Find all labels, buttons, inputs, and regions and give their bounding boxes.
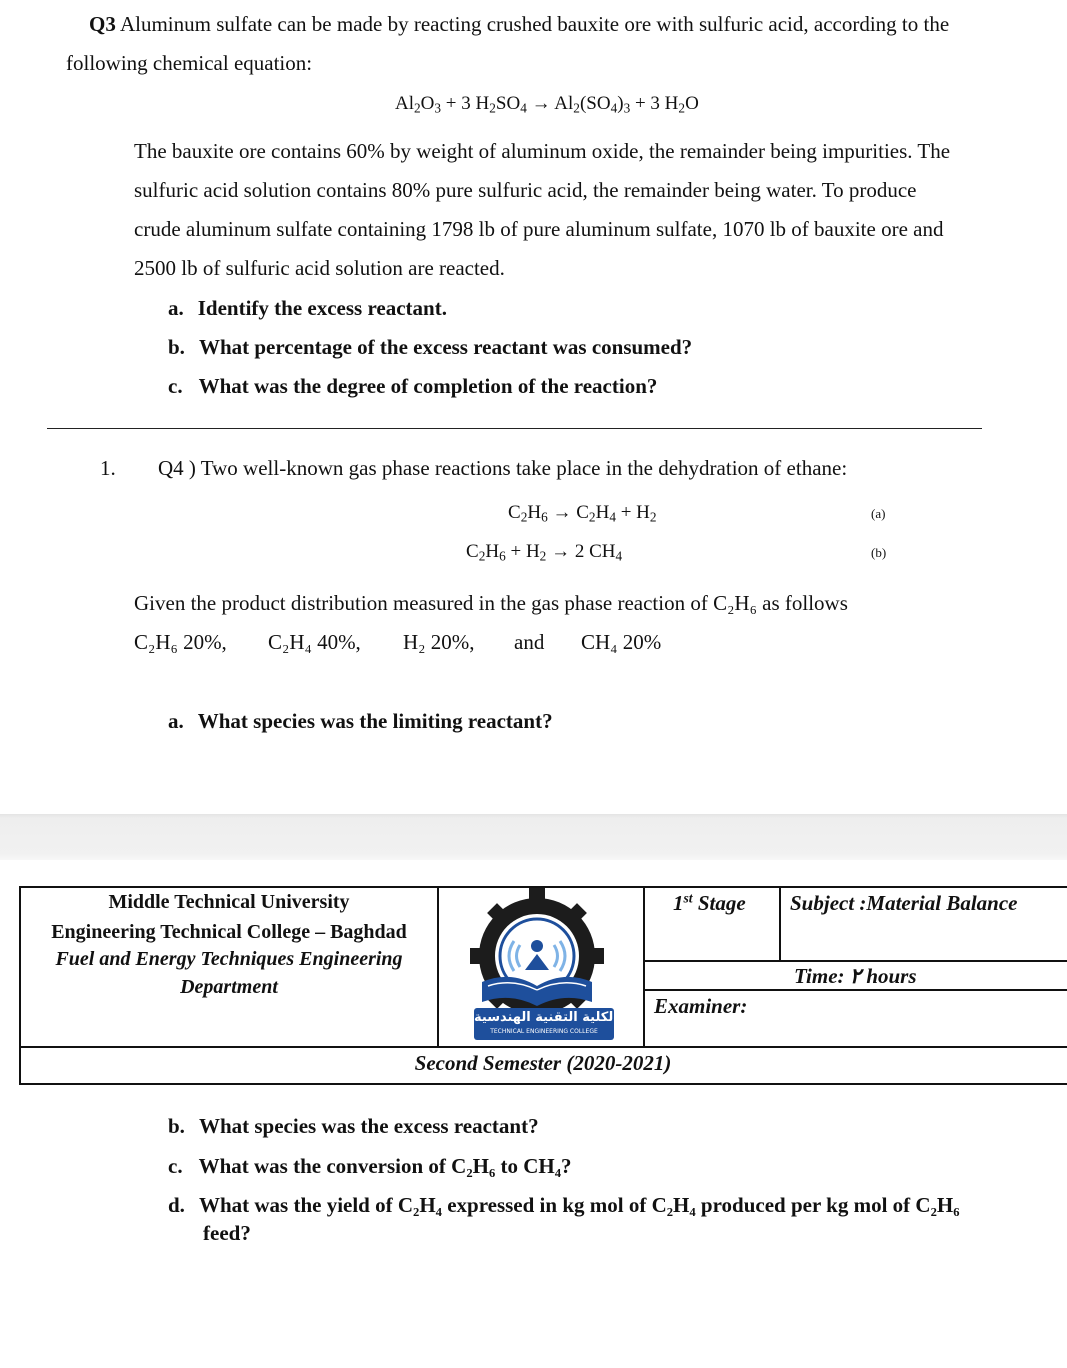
q3-question-b xyxy=(168,335,692,360)
eq-so: SO xyxy=(495,93,521,114)
eq-sub: 2 xyxy=(649,509,657,525)
q3-intro-text: Aluminum sulfate can be made by reacting crushed bauxite ore with sulfuric acid, according to the xyxy=(119,12,950,36)
q3-intro-line1 xyxy=(89,12,949,37)
question-letter: b. xyxy=(168,1114,185,1138)
question-letter: a. xyxy=(168,296,184,320)
college-name: Engineering Technical College – Baghdad xyxy=(51,921,407,943)
college-logo xyxy=(452,886,632,1046)
eq-sub: 3 xyxy=(623,100,631,116)
eq-plus: + 3 H xyxy=(441,93,490,114)
eq-sub: 2 xyxy=(414,100,421,116)
q4-question-d xyxy=(168,1193,960,1218)
q4-question-b xyxy=(168,1114,539,1139)
question-letter: c. xyxy=(168,1154,183,1178)
q4-question-a xyxy=(168,709,553,734)
stage-suffix: st xyxy=(683,890,693,906)
distribution-item: CH₄ 20% xyxy=(581,630,662,654)
q3-body-line: sulfuric acid solution contains 80% pure sulfuric acid, the remainder being water. To produce xyxy=(134,178,917,202)
table-border xyxy=(643,886,645,1048)
university-name: Middle Technical University xyxy=(108,891,350,913)
q4-given-line: Given the product distribution measured in the gas phase reaction of C₂H₆ as follows xyxy=(134,591,848,615)
table-border xyxy=(779,886,781,962)
eq-sub: 2 xyxy=(489,100,496,116)
q3-intro-line2: following chemical equation: xyxy=(66,51,313,75)
eq-o: O xyxy=(685,93,699,114)
eq-sub: 4 xyxy=(610,100,618,116)
eq-sub: 4 xyxy=(520,100,527,116)
eq-c: C xyxy=(508,502,521,523)
department-line2: Department xyxy=(180,976,278,998)
question-letter: d. xyxy=(168,1193,185,1217)
eq-so: (SO xyxy=(579,93,611,114)
logo-english-text: TECHNICAL ENGINEERING COLLEGE xyxy=(490,1028,598,1035)
q4-list-number: 1. xyxy=(100,456,116,480)
eq-sub: 6 xyxy=(499,548,506,564)
distribution-item: H₂ 20%, xyxy=(403,630,475,654)
question-letter: a. xyxy=(168,709,184,733)
q4-question-d-continued: feed? xyxy=(203,1221,251,1245)
q3-body-line: The bauxite ore contains 60% by weight of aluminum oxide, the remainder being impurities. The xyxy=(134,139,951,163)
eq-sub: 2 xyxy=(478,548,486,564)
distribution-item: C₂H₄ 40%, xyxy=(268,630,361,654)
eq-plus: + H xyxy=(615,502,650,523)
subject-label: Subject :Material Balance xyxy=(790,891,1018,915)
eq-sub: 2 xyxy=(520,509,528,525)
eq-plus: + H xyxy=(505,541,540,562)
reaction-a-label: (a) xyxy=(871,506,886,521)
eq-sub: 6 xyxy=(541,509,548,525)
department-line1: Fuel and Energy Techniques Engineering xyxy=(55,948,403,970)
eq-al: Al xyxy=(395,93,414,114)
eq-h: H xyxy=(595,502,610,523)
eq-arrow: → C xyxy=(547,502,589,523)
table-border xyxy=(19,1046,1067,1048)
eq-sub: 2 xyxy=(573,100,580,116)
question-text: What species was the limiting reactant? xyxy=(197,709,553,733)
eq-arrow: → 2 CH xyxy=(546,541,616,562)
time-label: Time: ٢ hours xyxy=(794,964,917,988)
section-divider xyxy=(47,428,982,429)
question-text: Identify the excess reactant. xyxy=(197,296,447,320)
q3-question-c xyxy=(168,374,657,399)
question-text: What percentage of the excess reactant was consumed? xyxy=(198,335,693,359)
eq-sub: 2 xyxy=(588,509,596,525)
stage-word: Stage xyxy=(692,891,746,915)
q4-reaction-a xyxy=(508,502,657,524)
question-text: What was the degree of completion of the reaction? xyxy=(198,374,658,398)
table-border xyxy=(643,960,1067,962)
stage-label xyxy=(673,891,746,916)
eq-h: H xyxy=(485,541,500,562)
question-text: What species was the excess reactant? xyxy=(198,1114,539,1138)
q4-reaction-b xyxy=(466,541,622,563)
table-border xyxy=(19,1083,1067,1085)
question-text: What was the conversion of C₂H₆ to CH₄? xyxy=(198,1154,572,1178)
question-letter: c. xyxy=(168,374,183,398)
q4-intro: Q4 ) Two well-known gas phase reactions take place in the dehydration of ethane: xyxy=(158,456,848,480)
examiner-label: Examiner: xyxy=(654,994,748,1018)
table-border xyxy=(643,989,1067,991)
stage-number: 1 xyxy=(673,891,684,915)
eq-h: H xyxy=(527,502,542,523)
q3-body-line: 2500 lb of sulfuric acid solution are reacted. xyxy=(134,256,505,280)
eq-sub: 4 xyxy=(609,509,616,525)
eq-arrow: → Al xyxy=(526,93,574,114)
exam-header-table xyxy=(19,886,1067,1086)
eq-o: O xyxy=(420,93,435,114)
q3-number: Q3 xyxy=(89,12,116,36)
q3-question-a xyxy=(168,296,447,321)
page-break xyxy=(0,814,1067,860)
semester-label: Second Semester (2020-2021) xyxy=(414,1051,672,1075)
logo-arabic-text: الكلية التقنية الهندسية xyxy=(474,1010,618,1025)
question-text: What was the yield of C₂H₄ expressed in kg mol of C₂H₄ produced per kg mol of C₂H₆ xyxy=(198,1193,960,1217)
q4-question-c xyxy=(168,1154,572,1179)
eq-plus: + 3 H xyxy=(630,93,679,114)
eq-close: ) xyxy=(617,93,624,114)
question-letter: b. xyxy=(168,335,185,359)
reaction-b-label: (b) xyxy=(871,545,887,560)
q3-equation xyxy=(395,93,699,115)
eq-sub: 4 xyxy=(615,548,623,564)
distribution-item: and xyxy=(514,630,545,654)
eq-c: C xyxy=(466,541,479,562)
distribution-item: C₂H₆ 20%, xyxy=(134,630,227,654)
eq-sub: 2 xyxy=(539,548,547,564)
q3-body-line: crude aluminum sulfate containing 1798 lb of pure aluminum sulfate, 1070 lb of bauxite ore and xyxy=(134,217,944,241)
eq-sub: 2 xyxy=(678,100,686,116)
eq-sub: 3 xyxy=(434,100,442,116)
